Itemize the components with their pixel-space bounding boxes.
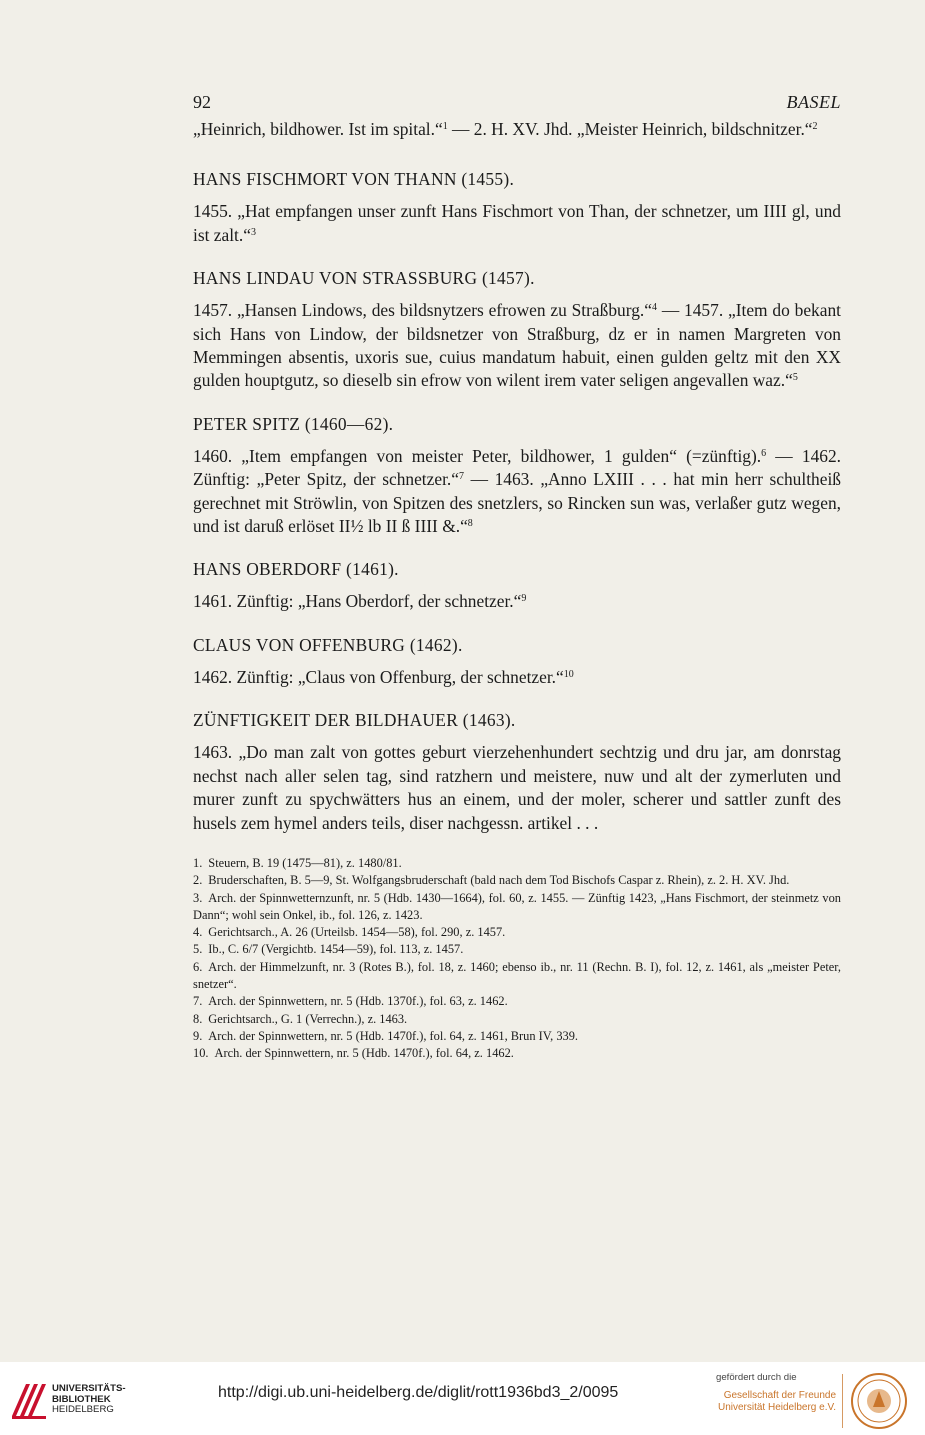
footnote: 6. Arch. der Himmelzunft, nr. 3 (Rotes B.), fol. 18, z. 1460; ebenso ib., nr. 11 (Rechn. B. I), fol. 12, z. 1461, als „meister Peter, snetzer“. [193,959,841,991]
entry-paragraph: 1460. „Item empfangen von meister Peter, bildhower, 1 gulden“ (=zünftig).$^6$ — 1462. Zünftig: „Peter Spitz, der schnetzer.“$^7$ — 1463. „Anno LXIII . . . hat min herr schultheiß gerechnet mit Ströwlin, von Spitzen des snetzlers, so Rincken sun was, verlaßer gutz wegen, und ist daruß erlöset II½ lb II ß IIII &.“$^8$ [193,445,841,537]
entry-paragraph: 1463. „Do man zalt von gottes geburt vierzehenhundert sechtzig und dru jar, am donrstag nechst nach aller selen tag, sind ratzhern und meistere, nuw und alt der zymerluten und murer zunft zu spychwätters hus an einem, und der moler, scherer und sattler zunft des husels zem hymel anders teils, diser nachgessn. artikel . . . [193,742,841,833]
entry-paragraph: 1455. „Hat empfangen unser zunft Hans Fischmort von Than, der schnetzer, um IIII gl, und ist zalt.“$^3$ [193,201,841,245]
footnote-ref: 6 [761,447,767,459]
footnotes [193,855,841,1063]
footnote: 7. Arch. der Spinnwettern, nr. 5 (Hdb. 1370f.), fol. 63, z. 1462. [193,994,508,1009]
footnote-ref: 9 [521,593,527,605]
university-library-logo-icon[interactable] [8,1376,48,1422]
entry-heading: PETER SPITZ (1460—62). [193,413,394,434]
footnote-ref: 2 [812,121,818,132]
running-header [193,92,841,118]
footnote: 2. Bruderschaften, B. 5—9, St. Wolfgangsbruderschaft (bald nach dem Tod Bischofs Caspar z. Rhein), z. 2. H. XV. Jhd. [193,873,790,888]
page-number: 92 [193,92,211,112]
footnote: 5. Ib., C. 6/7 (Vergichtb. 1454—59), fol. 113, z. 1457. [193,942,464,957]
footnote-ref: 3 [250,226,256,238]
library-name: UNIVERSITÄTS- BIBLIOTHEK HEIDELBERG [52,1383,126,1415]
sponsor-name[interactable]: Gesellschaft der Freunde Universität Heidelberg e.V. [717,1390,836,1413]
footnote-ref: 7 [458,471,464,483]
footnote-ref: 10 [563,668,574,680]
entry-paragraph: 1461. Zünftig: „Hans Oberdorf, der schnetzer.“$^9$ [193,591,527,612]
permalink[interactable]: http://digi.ub.uni-heidelberg.de/diglit/rott1936bd3_2/0095 [218,1384,619,1401]
university-seal-icon [850,1372,908,1430]
divider [842,1374,843,1428]
footnote: 3. Arch. der Spinnwetternzunft, nr. 5 (Hdb. 1430—1664), fol. 60, z. 1455. — Zünftig 1423, „Hans Fischmort, der steinmetz von Dann“; wohl sein Onkel, ib., fol. 126, z. 1423. [193,890,841,922]
entry-paragraph: 1462. Zünftig: „Claus von Offenburg, der schnetzer.“$^{10}$ [193,666,574,687]
footnote: 4. Gerichtsarch., A. 26 (Urteilsb. 1454—58), fol. 290, z. 1457. [193,925,506,940]
entry-paragraph: 1457. „Hansen Lindows, des bildsnytzers efrowen zu Straßburg.“$^4$ — 1457. „Item do bekant sich Hans von Lindow, der bildsnetzer von Straßburg, dz er in namen Margreten von Memmingen absentis, uxoris sue, cuius mandatum habuit, einen gulden geltz mit den XX gulden houptgutz, so dieselb sin efrow von wilent irem vater seligen angevallen waz.“$^5$ [193,300,841,391]
intro-paragraph: „Heinrich, bildhower. Ist im spital.“$^1$ — 2. H. XV. Jhd. „Meister Heinrich, bildschnitzer.“$^2$ [193,119,818,139]
entry-heading: HANS FISCHMORT VON THANN (1455). [193,169,515,190]
footnote-ref: 1 [442,121,448,132]
viewer-footer [0,1362,925,1435]
footnote-ref: 4 [651,302,657,314]
footnote: 8. Gerichtsarch., G. 1 (Verrechn.), z. 1463. [193,1011,408,1026]
sponsor-intro: gefördert durch die [716,1372,797,1383]
page-content [193,92,841,1062]
entry-heading: CLAUS VON OFFENBURG (1462). [193,634,463,655]
footnote-ref: 5 [792,372,798,384]
entry-heading: HANS LINDAU VON STRASSBURG (1457). [193,268,535,289]
footnote: 10. Arch. der Spinnwettern, nr. 5 (Hdb. 1470f.), fol. 64, z. 1462. [193,1046,514,1061]
running-title: BASEL [786,92,841,112]
footnote: 9. Arch. der Spinnwettern, nr. 5 (Hdb. 1470f.), fol. 64, z. 1461, Brun IV, 339. [193,1028,579,1043]
footnote-ref: 8 [467,518,473,530]
entry-heading: HANS OBERDORF (1461). [193,559,399,580]
footnote: 1. Steuern, B. 19 (1475—81), z. 1480/81. [193,855,402,870]
entry-heading: ZÜNFTIGKEIT DER BILDHAUER (1463). [193,710,516,731]
